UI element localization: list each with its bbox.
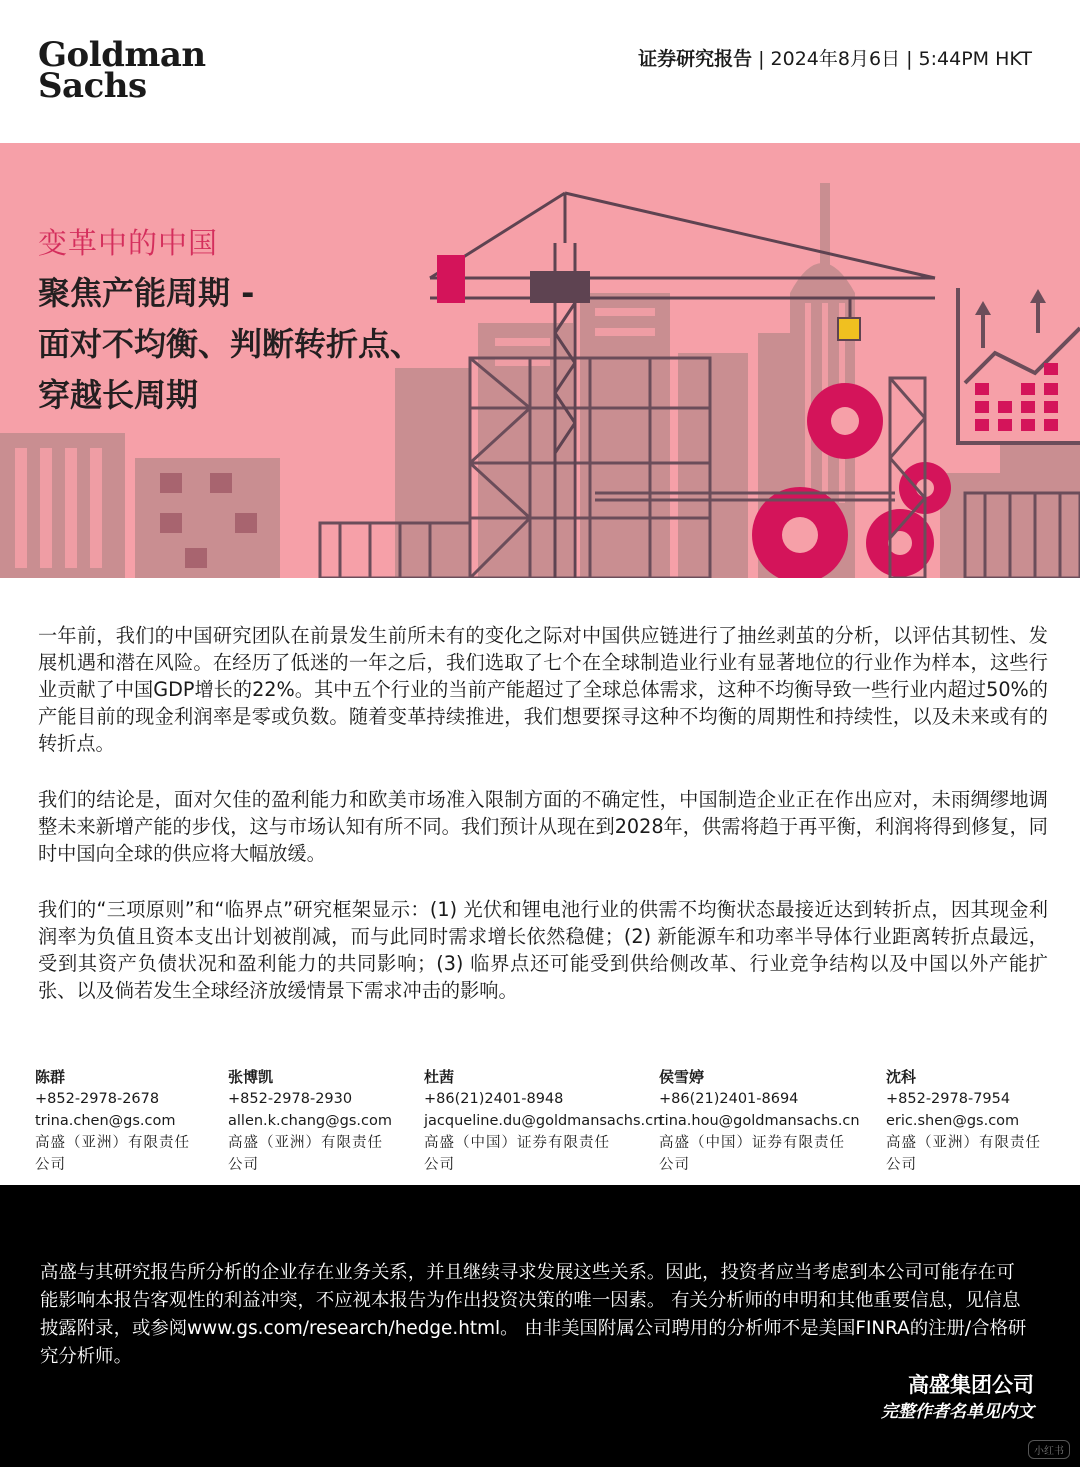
page-header — [0, 0, 1080, 143]
analyst-card — [424, 1066, 663, 1176]
analyst-affiliation: 高盛（中国）证券有限责任 — [424, 1135, 610, 1151]
series-kicker: 变革中的中国 — [38, 226, 219, 260]
analyst-affiliation-cont: 公司 — [35, 1157, 66, 1173]
analyst-card — [35, 1066, 225, 1176]
hero-text — [38, 221, 422, 421]
analyst-affiliation-cont: 公司 — [659, 1157, 690, 1173]
analyst-list — [35, 1066, 1065, 1176]
logo-line-2: Sachs — [38, 66, 147, 106]
meta-separator: | — [758, 48, 765, 70]
analyst-phone[interactable]: +86(21)2401-8694 — [659, 1091, 799, 1107]
disclosure-footer — [0, 1185, 1080, 1467]
crane-hook — [838, 318, 860, 340]
analyst-email[interactable]: trina.chen@gs.com — [35, 1113, 176, 1129]
analyst-phone[interactable]: +86(21)2401-8948 — [424, 1091, 564, 1107]
watermark: 小红书 — [1028, 1440, 1070, 1459]
disclaimer-text: 高盛与其研究报告所分析的企业存在业务关系，并且继续寻求发展这些关系。因此，投资者应当考虑到本公司可能存在可能影响本报告客观性的利益冲突，不应视本报告为作出投资决策的唯一因素。 有关分析师的申明和其他重要信息，见信息披露附录，或参阅www.gs.com/research/hedge.html。 由非美国附属公司聘用的分析师不是美国FINRA的注册/合格研究分析师。 — [40, 1262, 1027, 1367]
report-meta — [638, 44, 1032, 71]
analyst-name: 侯雪婷 — [659, 1068, 705, 1086]
analyst-email[interactable]: jacqueline.du@goldmansachs.cn — [424, 1113, 663, 1129]
logo-line-1: Goldman — [38, 35, 206, 75]
headline-line-2: 面对不均衡、判断转折点、 — [38, 325, 423, 363]
analyst-name: 沈科 — [886, 1068, 917, 1086]
analyst-affiliation-cont: 公司 — [228, 1157, 259, 1173]
analyst-name: 陈群 — [35, 1068, 66, 1086]
analyst-name: 张博凯 — [228, 1068, 274, 1086]
summary-paragraph-3: 我们的“三项原则”和“临界点”研究框架显示：(1) 光伏和锂电池行业的供需不均衡状态最接近达到转折点，因其现金利润率为负值且资本支出计划被削减，而与此同时需求增长依然稳健；(2) 新能源车和功率半导体行业距离转折点最远，受到其资产负债状况和盈利能力的共同影响；(3) 临界点还可能受到供给侧改革、行业竞争结构以及中国以外产能扩张、以及倘若发生全球经济放缓情景下需求冲击的影响。 — [38, 898, 1048, 1002]
authors-note: 完整作者名单见内文 — [881, 1402, 1034, 1422]
summary-paragraph-2: 我们的结论是，面对欠佳的盈利能力和欧美市场准入限制方面的不确定性，中国制造企业正在作出应对，未雨绸缪地调整未来新增产能的步伐，这与市场认知有所不同。我们预计从现在到2028年，供需将趋于再平衡，利润将得到修复，同时中国向全球的供应将大幅放缓。 — [38, 788, 1048, 865]
analyst-affiliation: 高盛（亚洲）有限责任 — [228, 1135, 383, 1151]
analyst-phone[interactable]: +852-2978-7954 — [886, 1091, 1011, 1107]
analyst-affiliation-cont: 公司 — [886, 1157, 917, 1173]
report-date-time: 2024年8月6日 | 5:44PM HKT — [770, 48, 1032, 70]
report-summary — [38, 622, 1048, 1033]
analyst-card — [886, 1066, 1076, 1176]
analyst-affiliation: 高盛（中国）证券有限责任 — [659, 1135, 845, 1151]
analyst-affiliation-cont: 公司 — [424, 1157, 455, 1173]
hero-banner — [0, 143, 1080, 578]
report-type: 证券研究报告 — [638, 48, 753, 70]
report-headline — [38, 268, 422, 421]
analyst-card — [228, 1066, 418, 1176]
chart-motif — [958, 288, 1080, 443]
headline-line-3: 穿越长周期 — [38, 376, 199, 414]
summary-paragraph-1: 一年前，我们的中国研究团队在前景发生前所未有的变化之际对中国供应链进行了抽丝剥茧的分析，以评估其韧性、发展机遇和潜在风险。在经历了低迷的一年之后，我们选取了七个在全球制造业行业有显著地位的行业作为样本，这些行业贡献了中国GDP增长的22%。其中五个行业的当前产能超过了全球总体需求，这种不均衡导致一些行业内超过50%的产能目前的现金利润率是零或负数。随着变革持续推进，我们想要探寻这种不均衡的周期性和持续性，以及未来或有的转折点。 — [38, 624, 1048, 755]
goldman-sachs-logo[interactable] — [38, 35, 206, 106]
firm-name: 高盛集团公司 — [908, 1373, 1034, 1397]
headline-line-1: 聚焦产能周期 - — [38, 274, 255, 312]
analyst-affiliation: 高盛（亚洲）有限责任 — [35, 1135, 190, 1151]
analyst-email[interactable]: allen.k.chang@gs.com — [228, 1113, 392, 1129]
analyst-phone[interactable]: +852-2978-2678 — [35, 1091, 160, 1107]
analyst-card — [659, 1066, 874, 1176]
analyst-email[interactable]: tina.hou@goldmansachs.cn — [659, 1113, 860, 1129]
analyst-phone[interactable]: +852-2978-2930 — [228, 1091, 353, 1107]
crane-counterweight — [437, 255, 465, 303]
analyst-name: 杜茜 — [424, 1068, 455, 1086]
analyst-affiliation: 高盛（亚洲）有限责任 — [886, 1135, 1041, 1151]
analyst-email[interactable]: eric.shen@gs.com — [886, 1113, 1020, 1129]
